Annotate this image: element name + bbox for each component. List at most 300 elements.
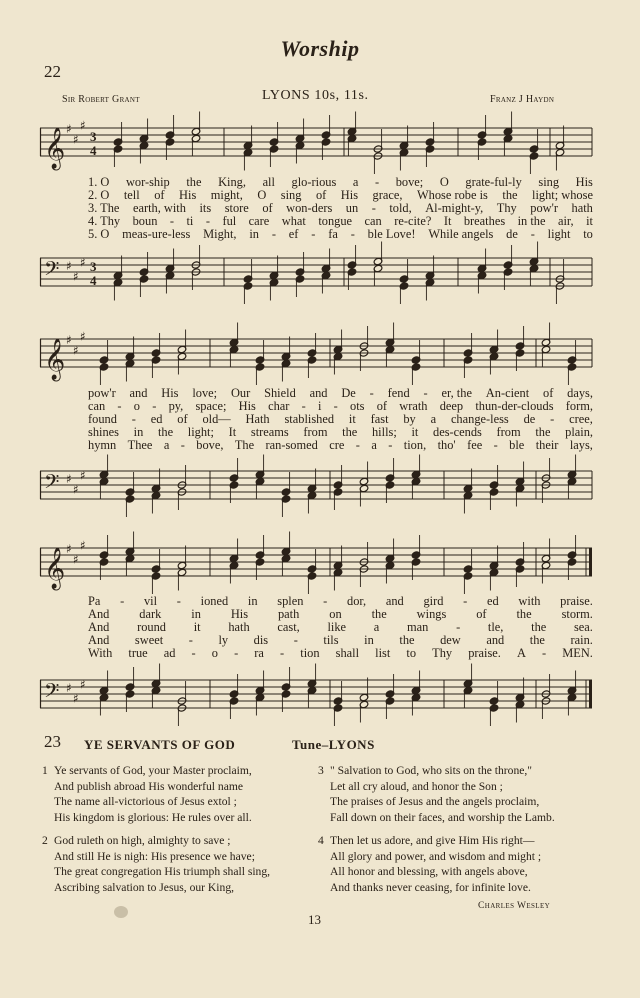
lyric-syllable: the	[186, 175, 202, 189]
lyric-syllable: plain,	[565, 425, 593, 439]
lyric-syllable: fend	[387, 386, 410, 400]
lyric-syllable: with	[518, 594, 541, 608]
lyric-syllable: love;	[192, 386, 218, 400]
lyric-syllable: His	[179, 188, 197, 202]
lyric-syllable: in	[191, 607, 201, 621]
lyric-syllable: grate-ful-ly	[465, 175, 522, 189]
lyric-syllable: tle,	[487, 620, 504, 634]
lyric-syllable: tion,	[403, 438, 427, 452]
lyric-syllable: vil	[143, 594, 158, 608]
treble-staff-system-1	[40, 118, 592, 170]
lyric-syllable: sea.	[573, 620, 593, 634]
lyric-syllable: shines	[88, 425, 119, 439]
lyric-syllable: praise.	[560, 594, 593, 608]
lyric-syllable: of	[177, 412, 188, 426]
lyric-syllable: ran-somed	[265, 438, 318, 452]
lyric-syllable: dis	[253, 633, 269, 647]
bass-staff-system-1	[40, 252, 592, 300]
lyric-syllable: -	[311, 227, 316, 241]
lyric-syllable: of	[543, 386, 554, 400]
lyric-syllable: -	[355, 438, 360, 452]
final-barline	[589, 680, 592, 708]
lyric-syllable: the	[371, 607, 387, 621]
verse-2	[42, 833, 270, 895]
lyric-syllable: -	[463, 594, 468, 608]
lyric-syllable: -	[374, 175, 380, 189]
lyric-syllable: wor-ship	[125, 175, 170, 189]
lyric-syllable: of	[262, 201, 273, 215]
lyric-syllable: ad	[163, 646, 176, 660]
sharp-icon: ♯	[80, 329, 86, 344]
lyric-syllable: from	[496, 425, 521, 439]
lyric-syllable: Al-might-y,	[425, 201, 484, 215]
lyric-syllable: fa	[328, 227, 338, 241]
lyric-syllable: And	[88, 633, 110, 647]
lyric-syllable: -	[456, 620, 461, 634]
lyric-syllable: it	[411, 425, 419, 439]
lyric-syllable: tongue	[318, 214, 353, 228]
lyric-syllable: thun-der-clouds	[475, 399, 554, 413]
lyric-syllable: a	[352, 175, 359, 189]
lyric-syllable: a	[373, 620, 380, 634]
lyric-syllable: er, the	[441, 386, 472, 400]
lyric-syllable: the	[399, 633, 415, 647]
sharp-icon: ♯	[73, 552, 79, 567]
lyric-syllable: fee	[467, 438, 483, 452]
lyric-syllable: splen	[277, 594, 304, 608]
lyric-syllable: it	[193, 620, 201, 634]
staff-svg	[40, 465, 592, 513]
lyric-syllable: 1. O	[88, 175, 110, 189]
sharp-icon: ♯	[73, 691, 79, 706]
lyric-syllable: of	[376, 399, 388, 413]
treble-clef-icon: 𝄞	[44, 548, 66, 589]
lyric-syllable: Our	[230, 386, 251, 400]
lyric-syllable: ly	[218, 633, 229, 647]
sharp-icon: ♯	[73, 269, 79, 284]
sharp-icon: ♯	[66, 333, 72, 347]
sharp-icon: ♯	[66, 122, 72, 136]
lyric-syllable: -	[333, 399, 338, 413]
lyric-syllable: light	[547, 227, 571, 241]
lyric-syllable: and	[309, 386, 328, 400]
lyric-syllable: -	[293, 633, 298, 647]
verse-line: Let all cry aloud, and honor the Son ;	[330, 779, 503, 793]
lyric-syllable: Might,	[203, 227, 237, 241]
treble-staff-system-3	[40, 538, 592, 590]
lyric-syllable: change-less	[450, 412, 509, 426]
verse-line: Ye servants of God, your Master proclaim,	[54, 764, 252, 777]
lyric-syllable: can	[88, 399, 106, 413]
lyric-syllable: -	[176, 594, 181, 608]
lyric-line	[88, 400, 593, 413]
lyric-syllable: -	[423, 386, 428, 400]
lyric-syllable: ra	[254, 646, 264, 660]
verse-line: And publish abroad His wonderful name	[54, 779, 244, 793]
lyric-syllable: tell	[123, 188, 140, 202]
verse-line: Ascribing salvation to Jesus, our King,	[54, 880, 235, 894]
lyric-syllable: With	[88, 646, 113, 660]
lyric-syllable: ful	[222, 214, 237, 228]
sharp-icon: ♯	[73, 343, 79, 358]
lyric-line	[88, 439, 593, 452]
lyric-syllable: bove;	[395, 175, 424, 189]
lyric-syllable: ti	[186, 214, 194, 228]
lyric-line	[88, 647, 593, 660]
lyric-syllable: of	[154, 188, 165, 202]
lyric-syllable: glo-rious	[291, 175, 337, 189]
lyric-syllable: might,	[210, 188, 243, 202]
lyric-syllable: pow'r	[88, 386, 116, 400]
bass-clef-icon: 𝄢	[44, 470, 60, 498]
lyric-syllable: of	[315, 188, 327, 202]
lyric-syllable: the	[529, 633, 545, 647]
bass-staff-system-3	[40, 674, 592, 722]
lyric-syllable: storm.	[561, 607, 593, 621]
lyric-syllable: char	[268, 399, 290, 413]
lyric-syllable: pow'r	[530, 201, 558, 215]
lyric-syllable: dor,	[347, 594, 367, 608]
lyric-syllable: can	[364, 214, 382, 228]
verse-line: God ruleth on high, almighty to save ;	[54, 834, 231, 847]
lyric-syllable: It	[228, 425, 237, 439]
lyrics-system-1	[88, 176, 593, 241]
verse-number: 4	[318, 834, 324, 847]
final-barline	[589, 548, 592, 576]
lyric-syllable: O	[439, 175, 449, 189]
lyric-syllable: ots	[350, 399, 365, 413]
hymn-author: Sir Robert Grant	[62, 94, 140, 105]
sharp-icon: ♯	[80, 677, 86, 692]
sharp-icon: ♯	[66, 472, 72, 486]
lyric-syllable: stablished	[284, 412, 335, 426]
lyric-syllable: in	[247, 594, 258, 608]
verse-line: Fall down on their faces, and worship the Lamb.	[330, 810, 555, 824]
lyric-syllable: 4. Thy	[88, 214, 121, 228]
ink-smudge	[114, 906, 128, 918]
lyric-syllable: 3. The	[88, 201, 120, 215]
lyric-syllable: ble Love!	[367, 227, 416, 241]
verse-line: And thanks never ceasing, for infinite love.	[330, 880, 531, 894]
lyric-syllable: De	[341, 386, 356, 400]
verse-line: His kingdom is glorious: He rules over all.	[54, 810, 252, 824]
lyric-syllable: in	[249, 227, 259, 241]
lyric-syllable: hath	[228, 620, 250, 634]
sharp-icon: ♯	[80, 255, 86, 270]
lyric-syllable: and	[486, 633, 505, 647]
lyric-syllable: -	[301, 399, 306, 413]
lyric-syllable: tho'	[437, 438, 456, 452]
hymn23-author: Charles Wesley	[478, 901, 551, 911]
verse-line: " Salvation to God, who sits on the throne,"	[330, 764, 533, 777]
lyric-syllable: and	[385, 594, 404, 608]
verse-line: The great congregation His triumph shall sing,	[54, 865, 271, 879]
sharp-icon: ♯	[80, 118, 86, 133]
lyric-syllable: tion	[300, 646, 320, 660]
lyric-syllable: -	[271, 227, 276, 241]
lyric-syllable: It	[443, 214, 452, 228]
lyric-syllable: King,	[218, 175, 246, 189]
lyric-syllable: -	[350, 227, 355, 241]
sharp-icon: ♯	[80, 468, 86, 483]
lyric-syllable: the	[342, 425, 358, 439]
sharp-icon: ♯	[73, 132, 79, 147]
lyric-syllable: cre	[329, 438, 345, 452]
lyric-syllable: -	[280, 646, 285, 660]
lyric-line	[88, 621, 593, 634]
lyric-syllable: While angels	[428, 227, 494, 241]
lyric-syllable: An-cient	[485, 386, 530, 400]
lyric-syllable: His	[238, 399, 256, 413]
lyric-syllable: in the	[517, 214, 546, 228]
lyric-syllable: -	[169, 214, 174, 228]
lyric-syllable: ed	[487, 594, 499, 608]
lyric-syllable: His	[575, 175, 593, 189]
lyric-syllable: Pa	[88, 594, 101, 608]
lyric-syllable: a	[430, 412, 437, 426]
verse-line: The praises of Jesus and the angels proclaim,	[330, 795, 540, 809]
lyric-syllable: The	[234, 438, 255, 452]
verse-4	[318, 833, 541, 895]
time-signature-top: 3	[90, 129, 97, 144]
lyric-syllable: cast,	[277, 620, 300, 634]
lyric-syllable: -	[388, 438, 393, 452]
lyric-syllable: tils	[323, 633, 339, 647]
lyric-syllable: -	[117, 399, 122, 413]
lyric-syllable: to	[406, 646, 417, 660]
lyrics-system-3	[88, 595, 593, 660]
lyric-syllable: grace,	[372, 188, 403, 202]
lyric-syllable: -	[188, 633, 193, 647]
lyric-syllable: o	[211, 646, 218, 660]
lyric-syllable: care	[248, 214, 270, 228]
lyric-syllable: light; whose	[532, 188, 593, 202]
lyric-syllable: MEN.	[562, 646, 593, 660]
lyric-syllable: sing	[538, 175, 560, 189]
lyric-syllable: un	[345, 201, 359, 215]
verse-line: The name all-victorious of Jesus extol ;	[54, 795, 237, 809]
lyric-syllable: -	[530, 227, 535, 241]
lyric-syllable: hills;	[371, 425, 397, 439]
lyric-syllable: -	[493, 438, 498, 452]
time-signature-top: 3	[90, 259, 97, 274]
lyric-syllable: bove,	[196, 438, 224, 452]
verse-number: 2	[42, 834, 48, 847]
lyric-syllable: air,	[557, 214, 574, 228]
lyric-syllable: Whose robe is	[416, 188, 488, 202]
lyric-syllable: Hath	[245, 412, 270, 426]
hymn-number-23: 23	[44, 732, 61, 751]
lyric-syllable: dark	[139, 607, 162, 621]
lyric-syllable: on	[329, 607, 342, 621]
lyric-syllable: meas-ure-less	[122, 227, 191, 241]
lyric-syllable: gird	[423, 594, 444, 608]
lyric-syllable: re-cite?	[394, 214, 432, 228]
lyric-syllable: -	[234, 646, 239, 660]
verse-line: Then let us adore, and give Him His right—	[330, 834, 535, 847]
lyric-syllable: sing	[280, 188, 302, 202]
lyric-syllable: found	[88, 412, 117, 426]
lyric-syllable: old—	[202, 412, 231, 426]
staff-svg	[40, 674, 592, 722]
time-signature-bottom: 4	[90, 273, 97, 288]
verse-1	[42, 763, 252, 825]
verse-number: 3	[318, 764, 324, 777]
lyric-syllable: Thee	[127, 438, 153, 452]
bass-staff-system-2	[40, 465, 592, 513]
lyric-syllable: streams	[250, 425, 289, 439]
lyric-syllable: from	[303, 425, 328, 439]
treble-clef-icon: 𝄞	[44, 128, 66, 169]
lyric-syllable: -	[323, 594, 328, 608]
lyric-syllable: ed	[150, 412, 163, 426]
lyric-syllable: -	[191, 646, 196, 660]
sharp-icon: ♯	[80, 538, 86, 553]
lyric-syllable: form,	[565, 399, 593, 413]
lyric-syllable: Thy	[432, 646, 453, 660]
staff-svg	[40, 118, 592, 170]
lyric-syllable: 5. O	[88, 227, 110, 241]
lyric-syllable: man	[407, 620, 429, 634]
lyric-syllable: earth, with	[132, 201, 186, 215]
staff-svg	[40, 538, 592, 590]
hymn-number: 22	[44, 62, 61, 81]
lyric-syllable: -	[152, 399, 157, 413]
lyric-syllable: their	[535, 438, 559, 452]
lyrics-system-2	[88, 387, 593, 452]
time-signature-bottom: 4	[90, 143, 97, 158]
lyric-syllable: O	[257, 188, 267, 202]
lyric-syllable: -	[131, 412, 136, 426]
lyric-syllable: in	[364, 633, 374, 647]
lyric-syllable: ioned	[200, 594, 229, 608]
sharp-icon: ♯	[66, 681, 72, 695]
lyric-syllable: to	[583, 227, 593, 241]
verse-line: And still He is nigh: His presence we have;	[54, 849, 255, 863]
verse-number: 1	[42, 764, 48, 777]
lyric-syllable: ble	[509, 438, 525, 452]
lyric-syllable: like	[327, 620, 347, 634]
lyric-syllable: the	[516, 607, 532, 621]
lyric-syllable: a	[163, 438, 170, 452]
lyric-syllable: in	[133, 425, 144, 439]
lyric-syllable: ef	[288, 227, 299, 241]
lyric-syllable: Thy	[496, 201, 517, 215]
page-number: 13	[308, 912, 321, 927]
lyric-syllable: told,	[389, 201, 412, 215]
lyric-syllable: store	[224, 201, 249, 215]
lyric-syllable: Shield	[264, 386, 296, 400]
lyric-syllable: the	[531, 620, 547, 634]
lyric-syllable: o	[133, 399, 140, 413]
lyric-syllable: -	[369, 386, 374, 400]
lyric-syllable: 2. O	[88, 188, 110, 202]
lyric-syllable: what	[281, 214, 306, 228]
lyric-syllable: A	[516, 646, 526, 660]
lyric-syllable: wrath	[399, 399, 428, 413]
lyric-syllable: praise.	[468, 646, 501, 660]
lyric-syllable: all	[262, 175, 275, 189]
lyric-syllable: hymn	[88, 438, 117, 452]
verse-3	[318, 763, 555, 825]
lyric-syllable: the	[502, 188, 518, 202]
lyric-syllable: the	[535, 425, 551, 439]
lyric-syllable: deep	[439, 399, 464, 413]
lyric-syllable: of	[476, 607, 487, 621]
bass-clef-icon: 𝄢	[44, 257, 60, 285]
bass-clef-icon: 𝄢	[44, 679, 60, 707]
staff-svg	[40, 252, 592, 300]
lyric-syllable: cree,	[569, 412, 593, 426]
lyric-syllable: by	[403, 412, 416, 426]
lyric-syllable: -	[542, 646, 547, 660]
lyric-syllable: i	[318, 399, 322, 413]
lyric-line	[88, 228, 593, 241]
lyric-syllable: boun	[132, 214, 158, 228]
hymn-title: YE SERVANTS OF GOD	[84, 737, 236, 752]
tune-name: LYONS 10s, 11s.	[262, 88, 369, 103]
lyric-syllable: won-ders	[286, 201, 333, 215]
lyric-syllable: and	[129, 386, 148, 400]
lyric-syllable: dew	[440, 633, 461, 647]
lyric-syllable: His	[340, 188, 359, 202]
staff-svg	[40, 329, 592, 381]
verse-line: All glory and power, and wisdom and might ;	[330, 849, 542, 863]
lyric-syllable: rain.	[570, 633, 593, 647]
lyric-syllable: list	[375, 646, 391, 660]
lyric-syllable: lays,	[569, 438, 593, 452]
lyric-syllable: -	[550, 412, 555, 426]
sharp-icon: ♯	[73, 482, 79, 497]
lyric-syllable: fast	[370, 412, 389, 426]
lyric-syllable: And	[88, 620, 110, 634]
lyric-syllable: hath	[571, 201, 593, 215]
lyric-syllable: light;	[187, 425, 214, 439]
lyric-syllable: des-cends	[433, 425, 482, 439]
sharp-icon: ♯	[66, 259, 72, 273]
lyric-syllable: de	[506, 227, 518, 241]
treble-staff-system-2	[40, 329, 592, 381]
lyric-syllable: it	[586, 214, 593, 228]
lyric-syllable: sweet	[134, 633, 164, 647]
lyric-syllable: the	[157, 425, 174, 439]
lyric-syllable: space;	[195, 399, 227, 413]
lyric-syllable: wings	[416, 607, 447, 621]
lyric-syllable: py,	[168, 399, 184, 413]
lyric-syllable: breathes	[463, 214, 506, 228]
lyric-syllable: shall	[335, 646, 360, 660]
lyric-syllable: And	[88, 607, 110, 621]
sharp-icon: ♯	[66, 542, 72, 556]
lyric-syllable: His	[230, 607, 249, 621]
lyric-syllable: -	[371, 201, 376, 215]
section-title: Worship	[280, 36, 360, 61]
lyric-syllable: it	[348, 412, 356, 426]
lyric-syllable: -	[120, 594, 125, 608]
treble-clef-icon: 𝄞	[44, 339, 66, 380]
lyric-syllable: a	[371, 438, 377, 452]
lyric-syllable: its	[199, 201, 212, 215]
lyric-syllable: de	[523, 412, 536, 426]
lyric-syllable: -	[205, 214, 210, 228]
lyric-syllable: -	[180, 438, 185, 452]
lyric-syllable: path	[277, 607, 300, 621]
lyric-syllable: true	[128, 646, 148, 660]
lyric-syllable: days,	[567, 386, 593, 400]
lyric-syllable: His	[161, 386, 179, 400]
hymn-tune: Tune–LYONS	[292, 737, 375, 752]
composer: Franz J Haydn	[490, 94, 555, 105]
